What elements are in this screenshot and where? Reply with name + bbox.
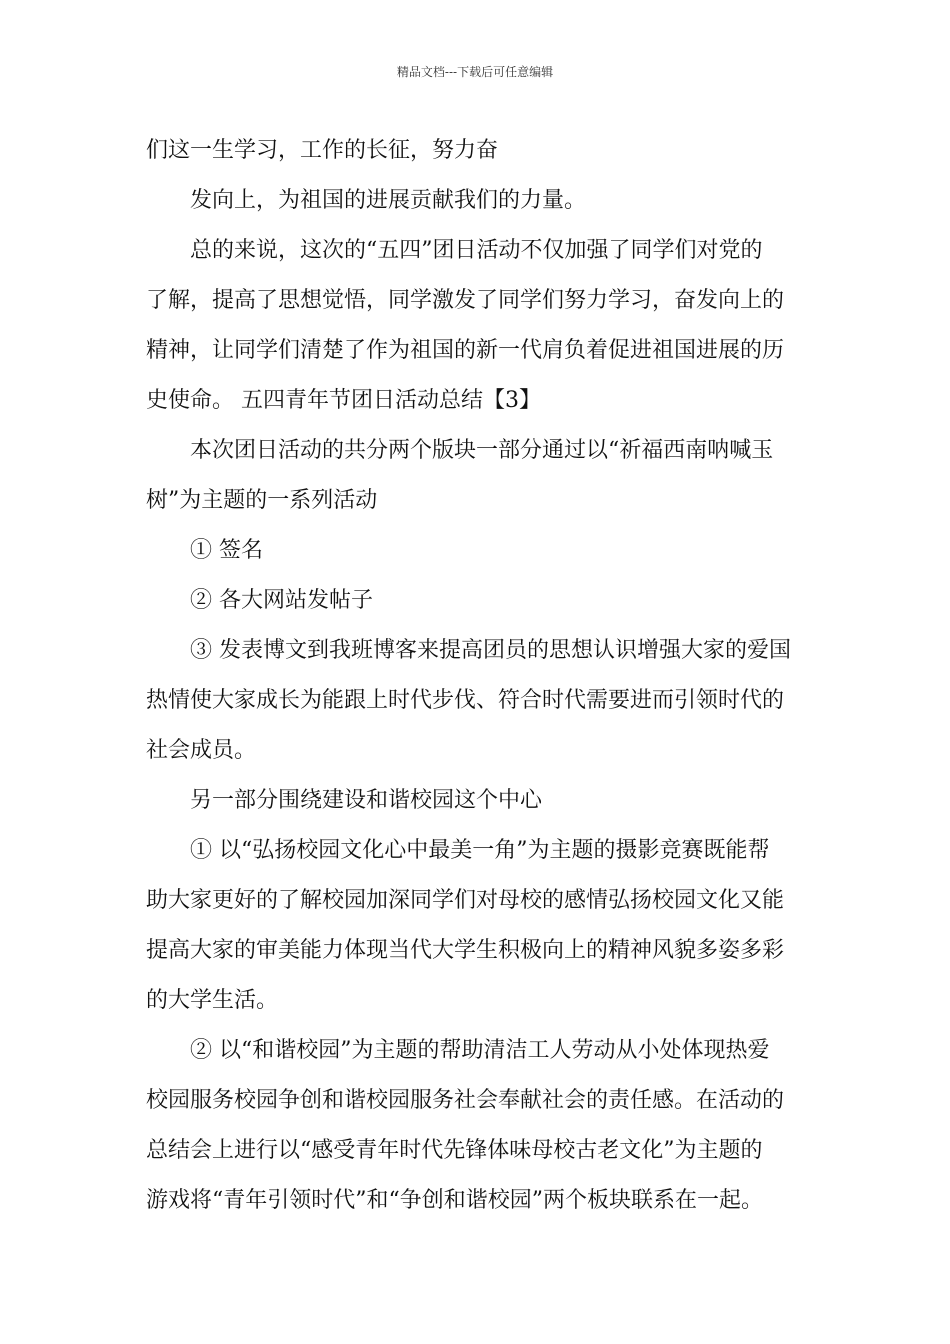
text-line: ② 各大网站发帖子 xyxy=(190,588,373,613)
text-line: 史使命。 五四青年节团日活动总结【3】 xyxy=(146,388,541,413)
text-line: 树”为主题的一系列活动 xyxy=(146,488,378,513)
text-line: 的大学生活。 xyxy=(146,988,279,1013)
text-line: 热情使大家成长为能跟上时代步伐、符合时代需要进而引领时代的 xyxy=(146,688,785,713)
text-line: 本次团日活动的共分两个版块一部分通过以“祈福西南呐喊玉 xyxy=(190,438,774,463)
text-line: 总的来说，这次的“五四”团日活动不仅加强了同学们对党的 xyxy=(190,238,763,263)
text-line: 游戏将“青年引领时代”和“争创和谐校园”两个板块联系在一起。 xyxy=(146,1188,763,1213)
text-line: ② 以“和谐校园”为主题的帮助清洁工人劳动从小处体现热爱 xyxy=(190,1038,770,1063)
text-line: 精神，让同学们清楚了作为祖国的新一代肩负着促进祖国进展的历 xyxy=(146,338,785,363)
text-line: 助大家更好的了解校园加深同学们对母校的感情弘扬校园文化又能 xyxy=(146,888,785,913)
text-line: ③ 发表博文到我班博客来提高团员的思想认识增强大家的爱国 xyxy=(190,638,791,663)
document-body xyxy=(146,126,826,1226)
text-line: 们这一生学习，工作的长征，努力奋 xyxy=(146,138,499,163)
text-line: 了解，提高了思想觉悟，同学激发了同学们努力学习，奋发向上的 xyxy=(146,288,785,313)
text-line: 总结会上进行以“感受青年时代先锋体味母校古老文化”为主题的 xyxy=(146,1138,763,1163)
text-line: 校园服务校园争创和谐校园服务社会奉献社会的责任感。在活动的 xyxy=(146,1088,785,1113)
text-line: 发向上，为祖国的进展贡献我们的力量。 xyxy=(190,188,587,213)
text-line: ① 签名 xyxy=(190,538,263,563)
text-line: 提高大家的审美能力体现当代大学生积极向上的精神风貌多姿多彩 xyxy=(146,938,785,963)
text-line: 社会成员。 xyxy=(146,738,257,763)
page-header: 精品文档---下载后可任意编辑 xyxy=(396,65,554,79)
text-line: ① 以“弘扬校园文化心中最美一角”为主题的摄影竞赛既能帮 xyxy=(190,838,770,863)
text-line: 另一部分围绕建设和谐校园这个中心 xyxy=(190,788,543,813)
